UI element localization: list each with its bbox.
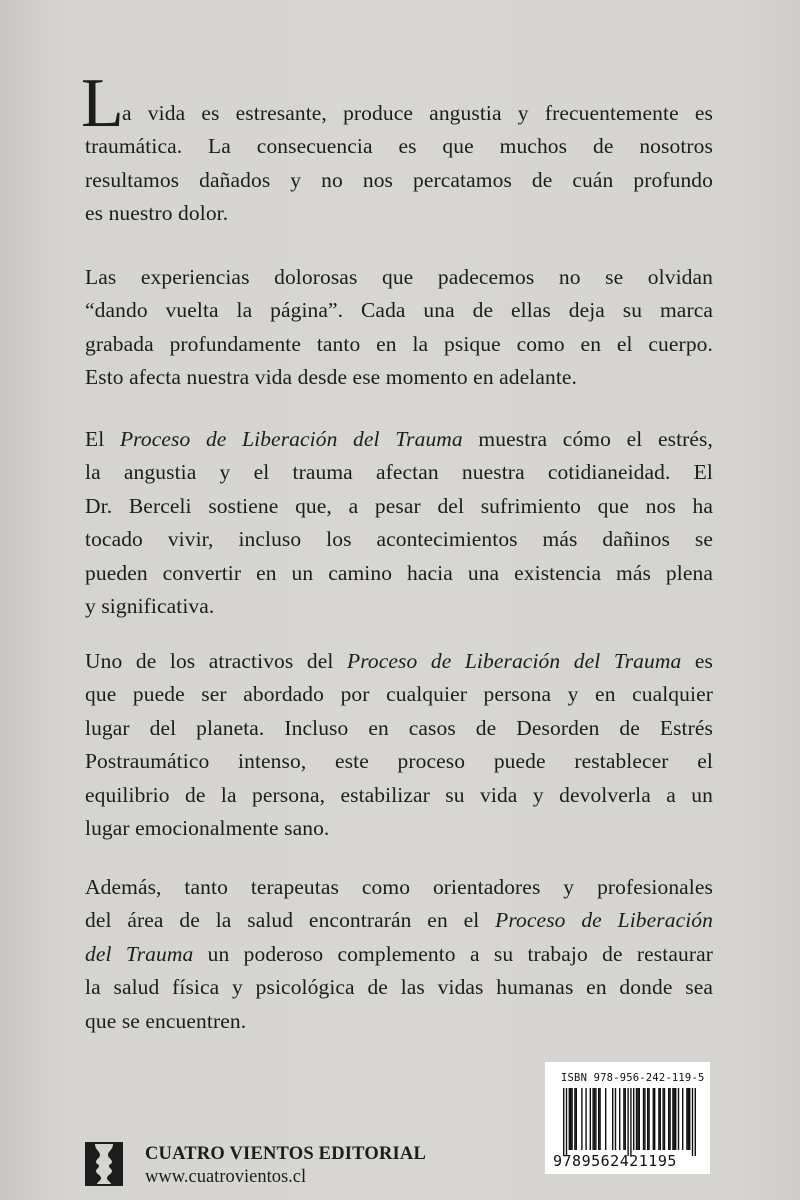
text-run: es [681,649,713,673]
text-line: la salud física y psicológica de las vidas humanas en donde sea [85,975,713,1000]
barcode-bar [585,1088,586,1150]
barcode-bar [672,1088,673,1150]
text-line: pueden convertir en un camino hacia una existencia más plena [85,560,713,585]
barcode-bar [619,1088,620,1150]
barcode-bar [599,1088,600,1150]
barcode-bar [688,1088,689,1150]
barcode-bar [595,1088,596,1150]
barcode-bar [630,1088,631,1156]
book-title-italic: del Trauma [85,941,194,966]
text-line: lugar del planeta. Incluso en casos de Desorden de Estrés [85,715,713,740]
barcode-bar [612,1088,613,1150]
barcode-bar [574,1088,575,1150]
barcode-bar [692,1088,693,1156]
text-line: que se encuentren. [85,1008,247,1033]
barcode-bar [569,1088,570,1150]
barcode-bar [633,1088,634,1150]
barcode-bar [570,1088,571,1150]
barcode-bar [615,1088,616,1150]
text-line: resultamos dañados y no nos percatamos de cuán profundo [85,167,713,192]
barcode-bar [695,1088,696,1156]
text-run: Uno de los atractivos del [85,649,347,673]
book-title-italic: Proceso de Liberación [495,908,713,933]
barcode-bar [647,1088,648,1150]
drop-cap: L [81,65,124,142]
barcode-bar [623,1088,624,1150]
text-run: un poderoso complemento a su trabajo de restaurar [193,941,714,966]
barcode-bar [639,1088,640,1150]
barcode-bar [581,1088,582,1150]
barcode-bar [598,1088,599,1150]
text-line: que puede ser abordado por cualquier persona y en cualquier [85,682,713,707]
barcode-bar [627,1088,628,1156]
face-vase-logo-icon [85,1142,123,1186]
barcode-bar [653,1088,654,1150]
barcode-bar [644,1088,645,1150]
book-title-italic: Proceso de Liberación del Trauma [346,649,682,673]
barcode-bar [669,1088,670,1150]
paragraph-2 [85,261,713,395]
text-run: muestra cómo el estrés, [462,427,713,451]
text-run: El [85,427,120,451]
barcode-bar [566,1088,567,1156]
barcode-bar [686,1088,687,1150]
text-line: Las experiencias dolorosas que padecemos no se olvidan [85,265,713,289]
barcode-bar [658,1088,659,1150]
isbn-label: ISBN 978-956-242-119-5 [561,1072,705,1084]
barcode-bar [678,1088,679,1150]
publisher-url: www.cuatrovientos.cl [145,1167,307,1187]
ean-digits: 9789562421195 [553,1152,677,1170]
text-line: lugar emocionalmente sano. [85,816,330,841]
barcode-bar [660,1088,661,1150]
barcode-bar [643,1088,644,1150]
paragraph-3 [85,423,713,623]
text-line: grabada profundamente tanto en la psique como en el cuerpo. [85,331,713,356]
barcode-bar [682,1088,683,1150]
barcode-bar [625,1088,626,1150]
text-line [85,423,713,456]
publisher-name: CUATRO VIENTOS EDITORIAL [145,1144,427,1164]
paragraph-1 [85,97,713,231]
barcode-bar [674,1088,675,1150]
text-line: traumática. La consecuencia es que muchos de nosotros [85,134,713,159]
barcode-bar [689,1088,690,1150]
text-line: equilibrio de la persona, estabilizar su vida y devolverla a un [85,782,713,807]
barcode-bar [648,1088,649,1150]
barcode-bar [668,1088,669,1150]
text-line: a vida es estresante, produce angustia y frecuentemente es [122,101,713,125]
barcode-bar [592,1088,593,1150]
barcode-bar [662,1088,663,1150]
paragraph-5 [85,871,713,1038]
text-run: del área de la salud encontrarán en el [85,908,496,933]
text-line: “dando vuelta la página”. Cada una de ellas deja su marca [85,298,713,323]
isbn-barcode [545,1062,710,1174]
barcode-bar [675,1088,676,1150]
barcode-bar [654,1088,655,1150]
text-line: la angustia y el trauma afectan nuestra cotidianeidad. El [85,460,713,485]
barcode-bar [605,1088,606,1150]
barcode-bar [637,1088,638,1150]
text-line [85,645,713,678]
text-line: es nuestro dolor. [85,201,229,226]
text-line [85,938,713,971]
barcode-bar [664,1088,665,1150]
paragraph-4 [85,645,713,845]
barcode-bar [571,1088,572,1150]
text-line: y significativa. [85,594,215,619]
text-line: tocado vivir, incluso los acontecimientos más dañinos se [85,527,713,552]
text-line: Dr. Berceli sostiene que, a pesar del sufrimiento que nos ha [85,493,713,518]
text-line: Esto afecta nuestra vida desde ese momento en adelante. [85,365,578,390]
barcode-bar [594,1088,595,1150]
text-line: Postraumático intenso, este proceso puede restablecer el [85,749,713,774]
publisher-block [85,1140,485,1188]
barcode-bar [636,1088,637,1150]
barcode-bar [563,1088,564,1156]
barcode-bar [590,1088,591,1150]
book-title-italic: Proceso de Liberación del Trauma [119,427,463,451]
barcode-bar [576,1088,577,1150]
text-line [85,904,713,937]
text-line: Además, tanto terapeutas como orientadores y profesionales [85,875,713,899]
